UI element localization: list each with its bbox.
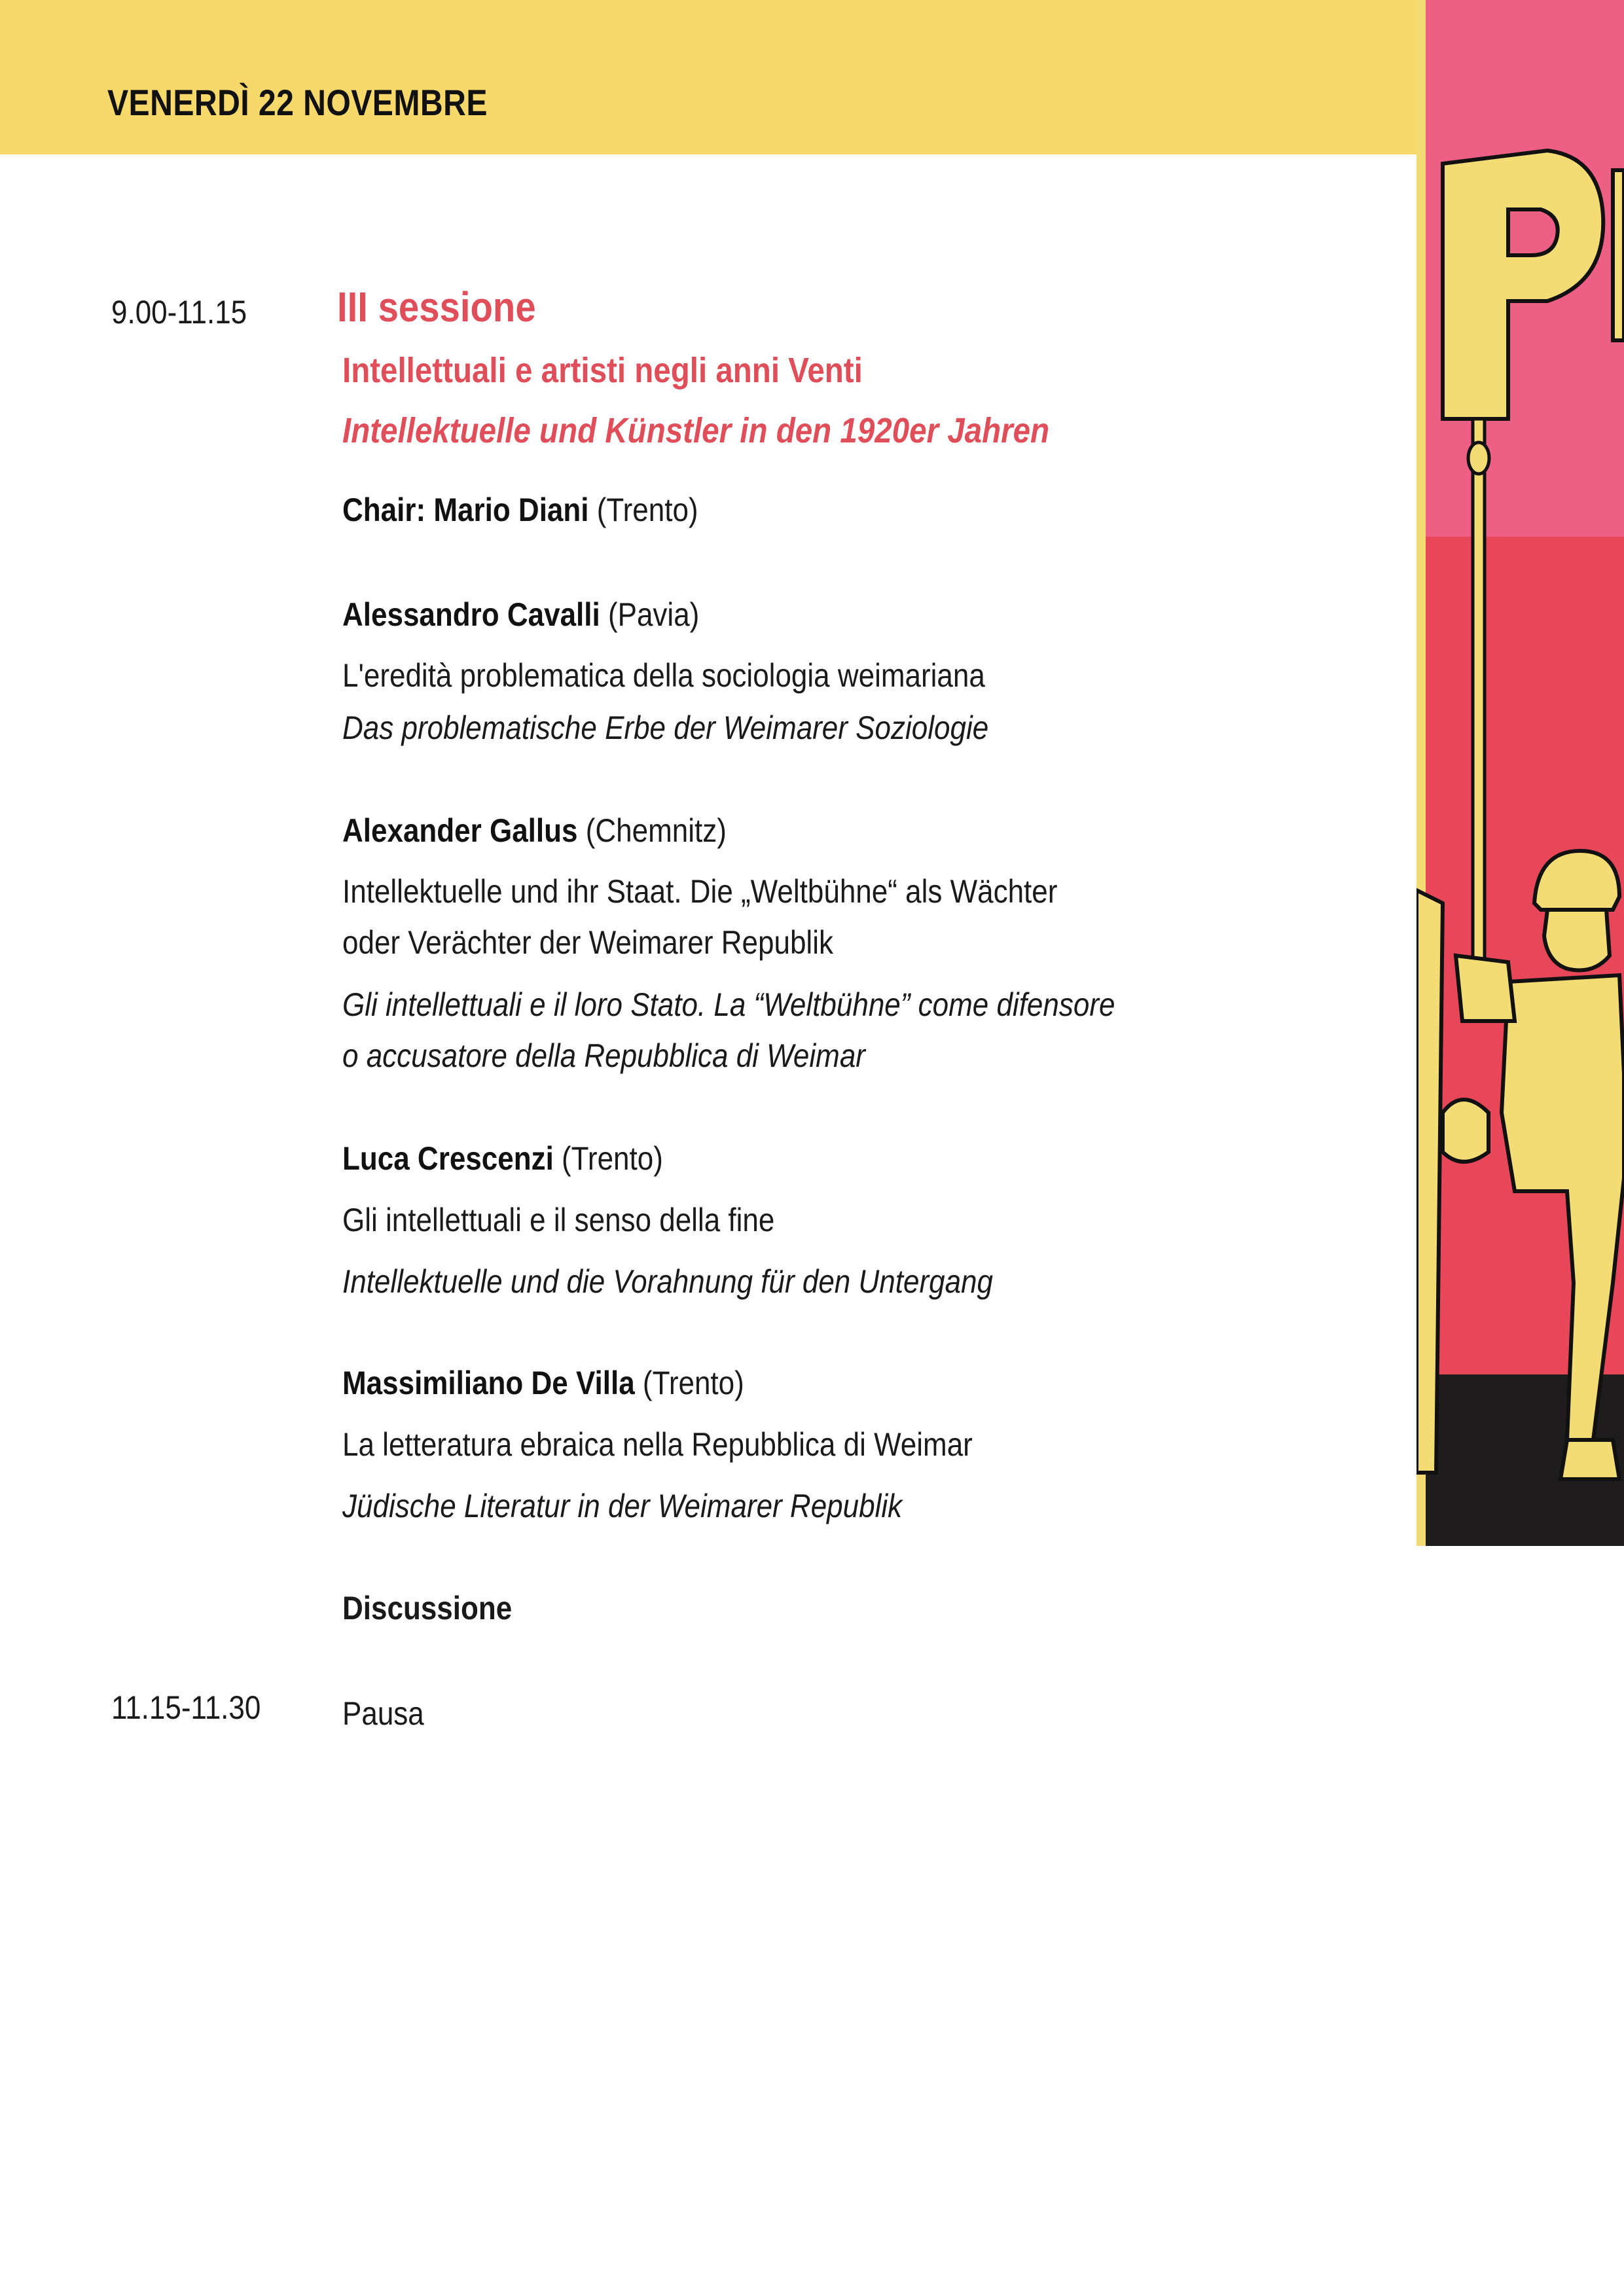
header-band	[0, 0, 1416, 154]
session-time: 9.00-11.15	[111, 294, 247, 331]
talk-4-title-it: La letteratura ebraica nella Repubblica di Weimar	[342, 1426, 973, 1463]
talk-4-speaker-line	[342, 1357, 744, 1408]
talk-2-title-it-line-1: Gli intellettuali e il loro Stato. La “Weltbühne” come difensore	[342, 986, 1115, 1023]
talk-4-speaker: Massimiliano De Villa	[342, 1365, 635, 1401]
talk-4-title-de: Jüdische Literatur in der Weimarer Republik	[342, 1488, 903, 1524]
session-subtitle-de: Intellektuelle und Künstler in den 1920er Jahren	[342, 411, 1050, 450]
poster-illustration	[1416, 0, 1624, 1546]
chair-line	[342, 484, 698, 535]
chair-affiliation: (Trento)	[588, 492, 698, 528]
chair-name: Chair: Mario Diani	[342, 492, 589, 528]
talk-3-speaker-line	[342, 1133, 663, 1184]
talk-1-speaker-line	[342, 589, 699, 640]
session-title: III sessione	[337, 283, 536, 331]
talk-1-speaker: Alessandro Cavalli	[342, 596, 600, 633]
pause-time: 11.15-11.30	[111, 1689, 261, 1726]
session-subtitle-it: Intellettuali e artisti negli anni Venti	[342, 351, 863, 390]
talk-1-title-it: L'eredità problematica della sociologia weimariana	[342, 657, 985, 694]
pause-label: Pausa	[342, 1695, 424, 1732]
talk-3-title-de: Intellektuelle und die Vorahnung für den Untergang	[342, 1263, 993, 1300]
talk-1-affiliation: (Pavia)	[600, 596, 700, 633]
talk-2-speaker: Alexander Gallus	[342, 812, 578, 849]
talk-3-title-it: Gli intellettuali e il senso della fine	[342, 1202, 775, 1238]
talk-3-affiliation: (Trento)	[553, 1140, 663, 1177]
talk-2-title-de-line-1: Intellektuelle und ihr Staat. Die „Weltbühne“ als Wächter	[342, 873, 1058, 910]
talk-3-speaker: Luca Crescenzi	[342, 1140, 554, 1177]
talk-1-title-de: Das problematische Erbe der Weimarer Soziologie	[342, 709, 989, 746]
talk-2-affiliation: (Chemnitz)	[577, 812, 727, 849]
talk-2-title-it-line-2: o accusatore della Repubblica di Weimar	[342, 1037, 865, 1074]
talk-2-speaker-line	[342, 805, 727, 856]
talk-4-affiliation: (Trento)	[634, 1365, 744, 1401]
discussion-label: Discussione	[342, 1590, 513, 1626]
talk-2-title-de-line-2: oder Verächter der Weimarer Republik	[342, 924, 833, 961]
day-title: VENERDÌ 22 NOVEMBRE	[107, 82, 488, 123]
